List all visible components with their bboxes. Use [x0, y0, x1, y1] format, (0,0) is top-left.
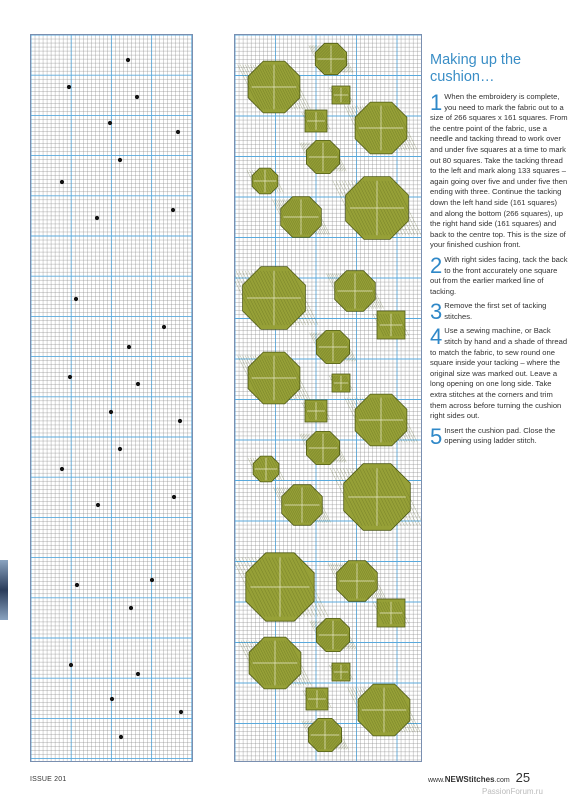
stitch-dot: [119, 735, 123, 739]
stitch-dot: [60, 180, 64, 184]
step-number: 4: [430, 324, 443, 350]
stitch-dot: [67, 85, 71, 89]
stitch-motif: [333, 177, 421, 240]
stitch-dot: [136, 672, 140, 676]
stitch-motif: [238, 61, 311, 113]
stitch-dot: [172, 495, 176, 499]
stitch-dot: [95, 216, 99, 220]
step-1: [430, 92, 570, 251]
stitch-motif: [330, 464, 421, 531]
stitch-dot: [74, 297, 78, 301]
step-5: [430, 423, 570, 449]
dot-grid: [31, 35, 192, 761]
stitch-motif: [300, 431, 347, 464]
footer-site: [428, 770, 530, 785]
step-text: Remove the first set of tacking stitches.: [444, 301, 547, 321]
step-2: [430, 252, 570, 297]
stitch-motif: [248, 456, 284, 482]
step-number: 1: [430, 90, 443, 115]
stitch-motif: [302, 110, 331, 132]
stitch-motif: [235, 267, 318, 330]
step-text: When the embroidery is complete, you need to mark the fabric out to a size of 266 squares x 161 squares. From the centre point of the fabric, use a needle and tacking thread to work over and under five squares at a time to mark out 80 squares. Take the tacking thread to the left and mark along 133 squares – again going over five and under five then ending with three. Continue the tacking down the left hand side (161 squares) and along the bottom (266 squares), up the right hand side (161 squares) and back to the centre top. This is the size of your finished cushion front.: [430, 92, 568, 250]
stitch-dot: [127, 345, 131, 349]
stitch-motif: [328, 561, 385, 602]
stitch-dot: [179, 710, 183, 714]
stitch-dot: [109, 410, 113, 414]
stitch-dot: [69, 663, 73, 667]
article-title: Making up the cushion…: [430, 52, 522, 85]
step-text: Insert the cushion pad. Close the opening using ladder stitch.: [444, 425, 556, 446]
page-binding-edge: [0, 560, 8, 620]
stitch-motif: [302, 400, 331, 422]
grid-lines: [31, 35, 192, 761]
stitch-dot: [126, 58, 130, 62]
site-prefix: www.: [428, 777, 445, 784]
stitch-motif: [329, 374, 352, 392]
stitch-dot: [176, 130, 180, 134]
stitch-dot: [178, 419, 182, 423]
stitch-dot: [150, 578, 154, 582]
stitch-dot: [136, 382, 140, 386]
stitch-dot: [68, 375, 72, 379]
motif-chart: [234, 34, 422, 762]
stitch-dot: [110, 697, 114, 701]
stitch-dot: [162, 325, 166, 329]
stitch-motif: [273, 485, 330, 526]
step-3: [430, 299, 570, 325]
stitch-motif: [345, 394, 418, 446]
stitch-dot: [129, 606, 133, 610]
stitch-motif: [329, 663, 352, 681]
step-4: [430, 326, 570, 421]
site-brand: NEWStitches: [444, 775, 495, 784]
stitch-motif: [303, 688, 332, 710]
page-number: 25: [515, 770, 531, 785]
stitch-dot: [96, 503, 100, 507]
stitch-dot: [118, 447, 122, 451]
stitch-motif: [309, 43, 353, 74]
site-suffix: .com: [494, 777, 510, 784]
stitch-motif: [373, 311, 409, 339]
step-number: 3: [430, 299, 443, 325]
stitch-dot: [171, 208, 175, 212]
watermark: PassionForum.ru: [482, 787, 543, 796]
stitch-dot: [108, 121, 112, 125]
step-number: 5: [430, 423, 443, 449]
stitch-motif: [235, 553, 328, 621]
issue-label: ISSUE 201: [30, 776, 67, 783]
step-text: With right sides facing, tack the back to the front accurately one square out from the earlier marked line of tacking.: [430, 254, 568, 296]
step-number: 2: [430, 252, 443, 278]
stitch-dot: [60, 467, 64, 471]
stitch-dot: [75, 583, 79, 587]
stitch-motif: [329, 86, 352, 104]
stitch-motif: [239, 637, 312, 689]
step-text: Use a sewing machine, or Back stitch by hand and a shade of thread to match the fabric, to sew round one square inside your tacking – where the original size was marked out. Leave a long opening on one long side. Take extra stitches at the corners and trim them across before turning the cushion right sides out.: [430, 326, 568, 421]
stitch-dot: [135, 95, 139, 99]
stitch-motif: [238, 352, 311, 404]
stitch-motif: [348, 684, 421, 736]
stitch-motif: [373, 599, 409, 627]
dot-placement-chart: [30, 34, 193, 762]
stitch-motif: [345, 102, 418, 154]
making-up-instructions: [430, 52, 570, 451]
motif-grid: [235, 35, 421, 761]
stitch-motif: [326, 271, 383, 312]
stitch-motif: [272, 197, 329, 238]
stitch-motif: [247, 168, 283, 194]
stitch-dot: [118, 158, 122, 162]
